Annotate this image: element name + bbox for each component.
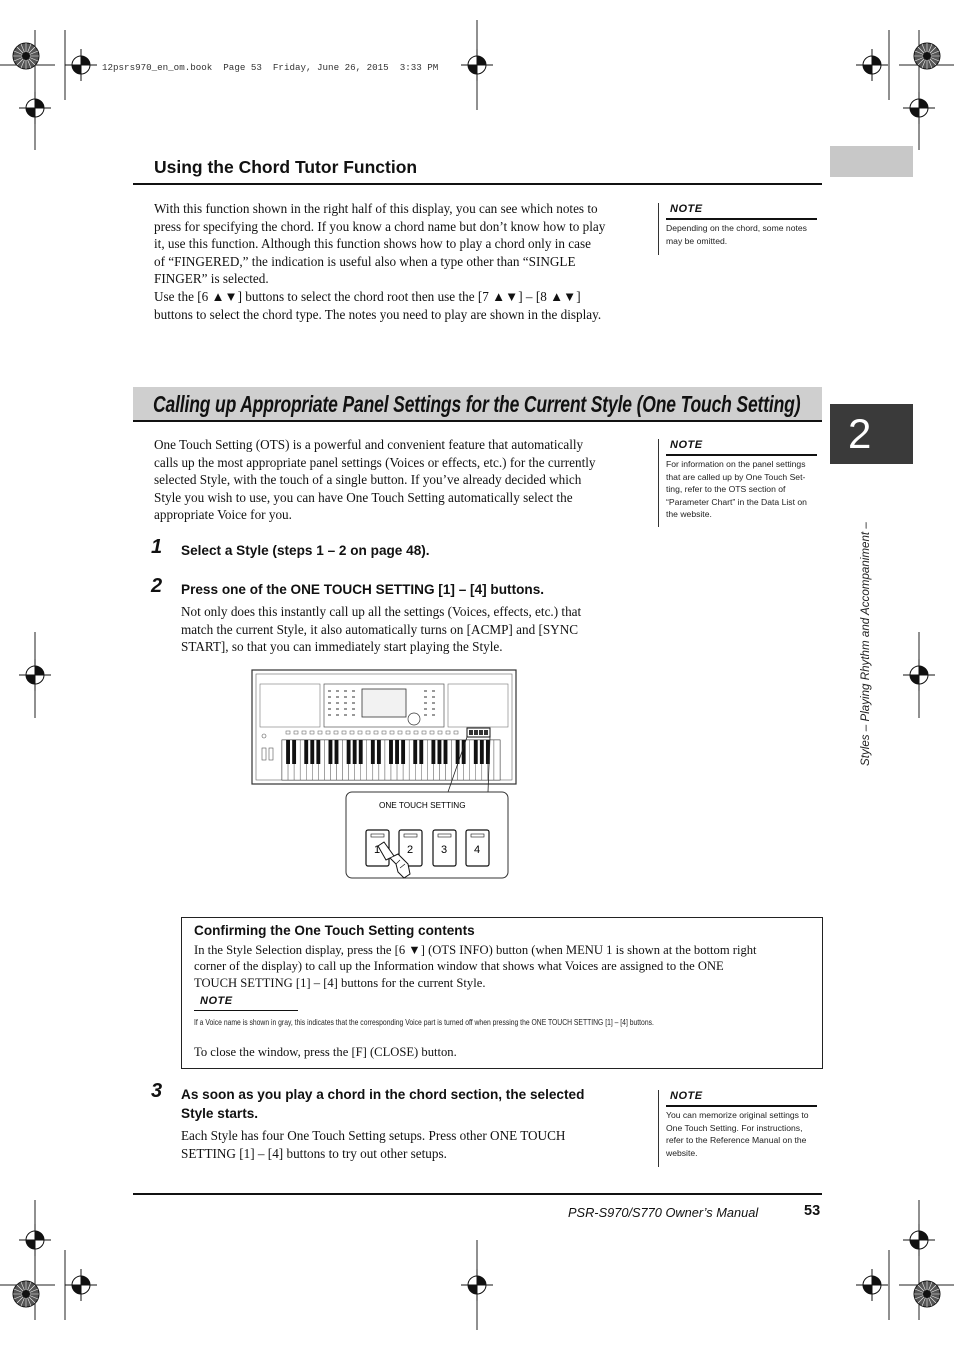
- note-2: [658, 439, 819, 527]
- ots-button-label: 1: [374, 844, 381, 856]
- black-key: [413, 740, 417, 764]
- note-line: “Parameter Chart” in the Data List on: [666, 496, 807, 507]
- section2-intro: [154, 436, 654, 524]
- body-line: Use the [6 ▲▼] buttons to select the chord root then use the [7 ▲▼] – [8 ▲▼]: [154, 288, 581, 304]
- black-key: [316, 740, 320, 764]
- body-line: SETTING [1] – [4] buttons to try out other setups.: [181, 1145, 447, 1161]
- note-line: You can memorize original settings to: [666, 1110, 809, 1120]
- black-key: [401, 740, 405, 764]
- ots-button[interactable]: [466, 830, 489, 866]
- note-3: [658, 1090, 819, 1167]
- note-label: NOTE: [670, 439, 703, 451]
- black-key: [395, 740, 399, 764]
- chapter-side-text: Styles – Playing Rhythm and Accompaniment –: [859, 522, 872, 766]
- note-1: [658, 203, 819, 255]
- section1-rule: [133, 183, 822, 185]
- body-line: corner of the display) to call up the Information window that shows what Voices are assigned to the ONE: [194, 959, 724, 974]
- black-key: [335, 740, 339, 764]
- lcd-display: [362, 689, 406, 717]
- body-line: match the current Style, it also automatically turns on [ACMP] and [SYNC: [181, 621, 579, 637]
- note-line: ting, refer to the OTS section of: [666, 484, 786, 495]
- black-key: [310, 740, 314, 764]
- step-heading: Select a Style (steps 1 – 2 on page 48).: [181, 543, 430, 558]
- section1-title: Using the Chord Tutor Function: [154, 157, 418, 177]
- confirm-box: [181, 917, 823, 1069]
- black-key: [371, 740, 375, 764]
- step-body: [181, 603, 581, 656]
- page-number: 53: [804, 1203, 821, 1219]
- black-key: [353, 740, 357, 764]
- black-key: [292, 740, 296, 764]
- note-rule: [194, 1010, 298, 1011]
- black-key: [419, 740, 423, 764]
- step-number: 1: [151, 536, 163, 558]
- body-line: FINGER” is selected.: [154, 271, 269, 287]
- footer-manual-title: PSR-S970/S770 Owner’s Manual: [568, 1205, 759, 1220]
- black-key: [438, 740, 442, 764]
- black-key: [431, 740, 435, 764]
- note-text: [666, 458, 807, 521]
- step-heading: [181, 1085, 584, 1123]
- file-info: 12psrs970_en_om.book Page 53 Friday, June 26, 2015 3:33 PM: [102, 62, 439, 73]
- body-line: calls up the most appropriate panel settings (Voices or effects, etc.) for the currently: [154, 454, 596, 470]
- black-key: [286, 740, 290, 764]
- footer-rule: [133, 1193, 822, 1195]
- ots-button-label: 4: [474, 844, 481, 856]
- note-label: NOTE: [200, 995, 233, 1007]
- step-number: 3: [151, 1080, 163, 1102]
- note-rule: [666, 218, 817, 220]
- chapter-tab: [830, 404, 913, 464]
- note-rule: [666, 454, 817, 456]
- black-key: [480, 740, 484, 764]
- black-key: [304, 740, 308, 764]
- section1-body: [154, 200, 654, 323]
- body-line: Each Style has four One Touch Setting setups. Press other ONE TOUCH: [181, 1128, 566, 1143]
- note-line: Depending on the chord, some notes: [666, 223, 807, 233]
- black-key: [329, 740, 333, 764]
- chapter-number: 2: [848, 410, 872, 457]
- section2-title-rule: [133, 420, 822, 422]
- body-line: START], so that you can immediately start playing the Style.: [181, 639, 503, 655]
- section2-title: Calling up Appropriate Panel Settings for the Current Style (One Touch Setting): [153, 391, 801, 417]
- body-line: press for specifying the chord. If you know a chord name but don’t know how to play: [154, 218, 606, 234]
- body-line: Not only does this instantly call up all the settings (Voices, effects, etc.) that: [181, 604, 582, 619]
- confirm-box-body: [194, 942, 757, 991]
- note-line: website.: [666, 1147, 698, 1158]
- note-line: For information on the panel settings: [666, 459, 806, 469]
- body-line: With this function shown in the right half of this display, you can see which notes to: [154, 201, 598, 216]
- confirm-box-title: Confirming the One Touch Setting contents: [194, 923, 475, 938]
- body-line: of “FINGERED,” the indication is useful also when a type other than “SINGLE: [154, 253, 576, 269]
- ots-button-label: 2: [407, 844, 414, 856]
- ots-button[interactable]: [433, 830, 456, 866]
- black-key: [389, 740, 393, 764]
- step-heading-line: Style starts.: [181, 1106, 259, 1121]
- body-line: appropriate Voice for you.: [154, 507, 292, 523]
- note-text: [666, 1109, 809, 1159]
- keyboard-illustration: [250, 668, 520, 883]
- step-heading-line: As soon as you play a chord in the chord section, the selected: [181, 1087, 585, 1102]
- note-text: [666, 222, 807, 247]
- black-key: [347, 740, 351, 764]
- black-key: [444, 740, 448, 764]
- body-line: selected Style, with the touch of a single button. If you’ve already decided which: [154, 472, 582, 488]
- note-rule: [666, 1105, 817, 1107]
- side-tab-top: [830, 146, 913, 177]
- body-line: it, use this function. Although this function shows how to play a chord only in case: [154, 236, 591, 252]
- note-label: NOTE: [670, 1090, 703, 1102]
- body-line: Style you wish to use, you can have One Touch Setting automatically select the: [154, 489, 573, 505]
- body-line: TOUCH SETTING [1] – [4] buttons for the current Style.: [194, 975, 486, 990]
- note-line: One Touch Setting. For instructions,: [666, 1122, 803, 1133]
- confirm-box-note-text: If a Voice name is shown in gray, this indicates that the corresponding Voice part is turned off when pressing the ONE TOUCH SETTING [1] – [4] buttons.: [194, 1017, 654, 1027]
- note-line: the website.: [666, 509, 712, 520]
- step-heading: Press one of the ONE TOUCH SETTING [1] – [4] buttons.: [181, 582, 545, 597]
- confirm-box-close-text: To close the window, press the [F] (CLOSE) button.: [194, 1045, 457, 1059]
- body-line: In the Style Selection display, press the [6 ▼] (OTS INFO) button (when MENU 1 is shown at the bottom right: [194, 943, 757, 957]
- note-line: may be omitted.: [666, 235, 728, 246]
- note-line: that are called up by One Touch Set-: [666, 471, 806, 482]
- body-line: One Touch Setting (OTS) is a powerful and convenient feature that automatically: [154, 437, 584, 452]
- black-key: [474, 740, 478, 764]
- ots-callout-label: ONE TOUCH SETTING: [379, 801, 466, 810]
- step-body: [181, 1127, 565, 1162]
- black-key: [359, 740, 363, 764]
- note-label: NOTE: [670, 203, 703, 215]
- body-line: buttons to select the chord type. The notes you need to play are shown in the display.: [154, 306, 602, 322]
- note-line: refer to the Reference Manual on the: [666, 1135, 807, 1146]
- ots-button-label: 3: [441, 844, 448, 856]
- black-key: [377, 740, 381, 764]
- step-number: 2: [151, 575, 163, 597]
- white-key: [494, 740, 500, 780]
